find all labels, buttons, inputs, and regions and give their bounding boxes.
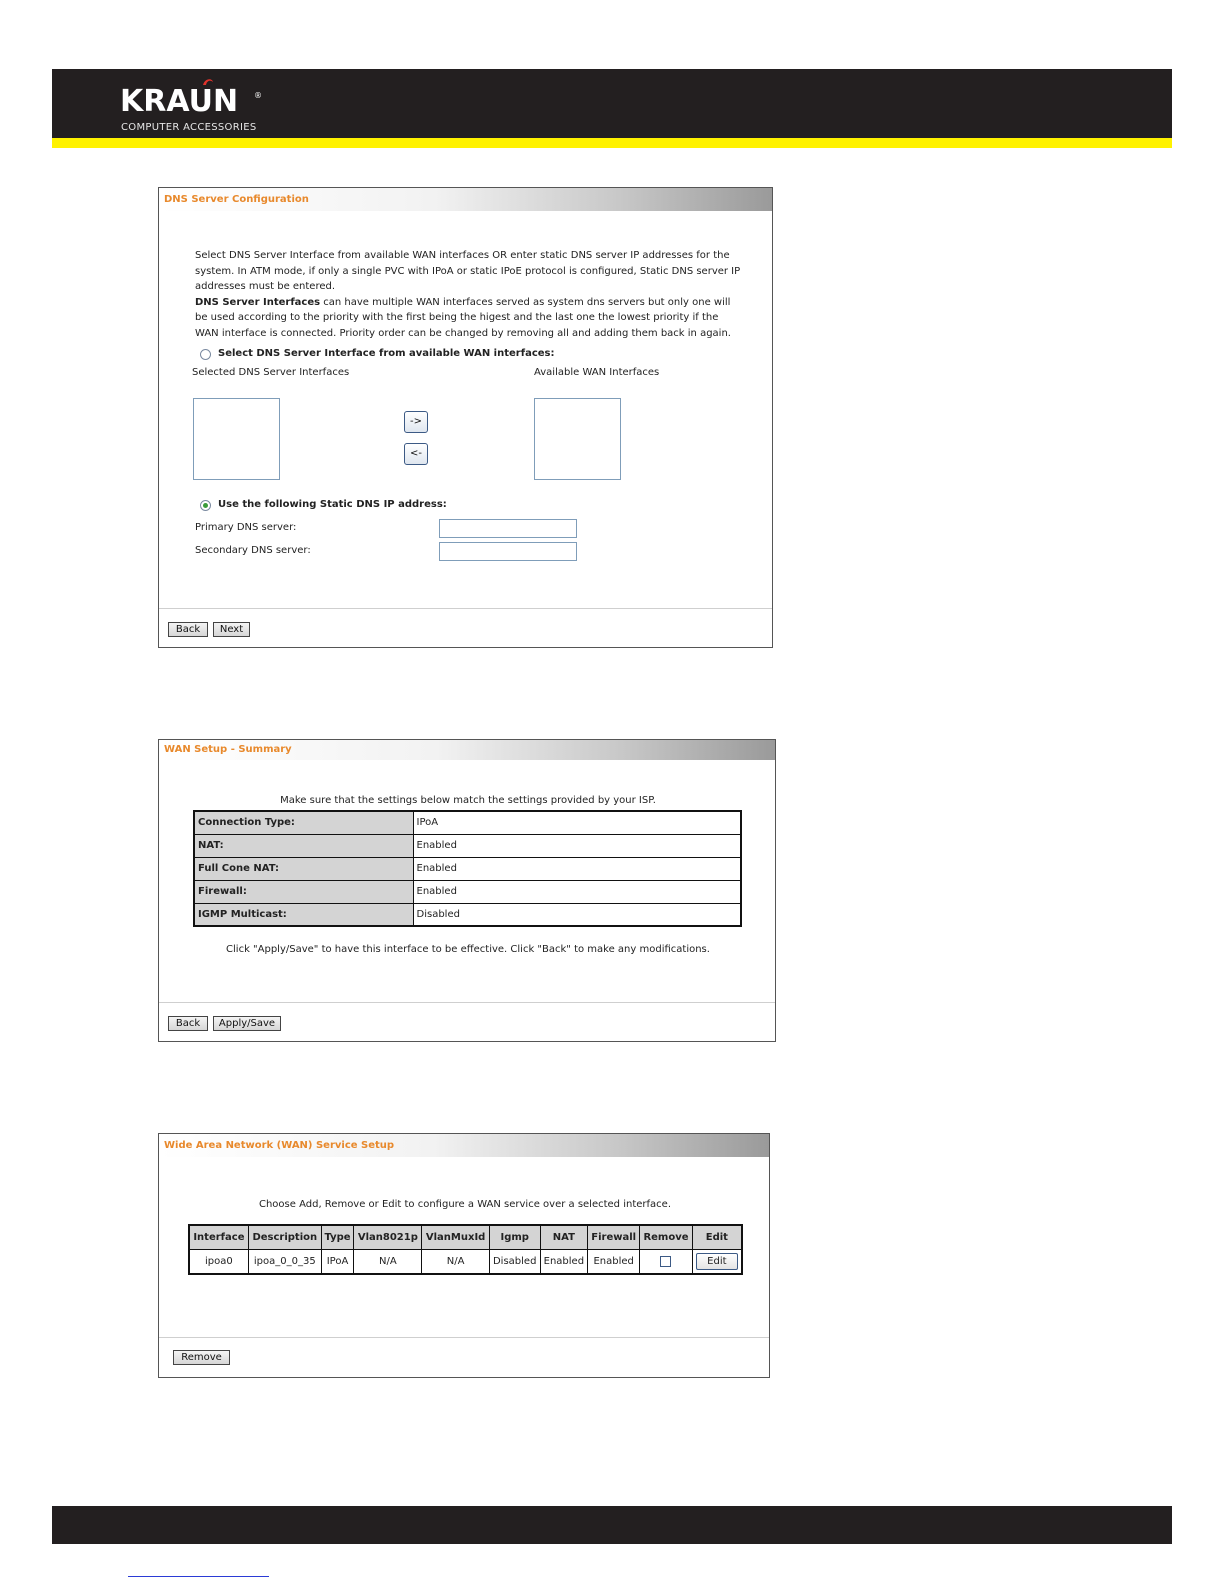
wan-intro: Choose Add, Remove or Edit to configure a WAN service over a selected interface. [258,1199,671,1210]
move-right-button[interactable]: -> [404,411,428,433]
summary-value: Enabled [413,857,741,880]
secondary-dns-input[interactable] [439,542,577,561]
summary-footer-text: Click "Apply/Save" to have this interface to be effective. Click "Back" to make any modifications. [226,944,710,955]
edit-button[interactable]: Edit [696,1253,738,1270]
radio-static-dns[interactable] [200,500,211,511]
summary-key: Full Cone NAT: [194,857,413,880]
secondary-dns-label: Secondary DNS server: [195,545,311,556]
cell-edit [692,1249,742,1274]
wan-summary-panel [158,739,776,1042]
table-row [194,903,741,926]
cell-interface: ipoa0 [189,1249,248,1274]
available-interfaces-list[interactable] [534,398,621,480]
footer-link-underline [128,1576,269,1577]
radio-wan-label: Select DNS Server Interface from available WAN interfaces: [218,348,555,359]
cell-igmp: Disabled [489,1249,540,1274]
panel-title: DNS Server Configuration [159,188,772,211]
summary-table [193,810,742,927]
cell-nat: Enabled [540,1249,588,1274]
move-left-button[interactable]: <- [404,443,428,465]
dns-intro: Select DNS Server Interface from available WAN interfaces OR enter static DNS server IP addresses for the system. In ATM mode, if only a single PVC with IPoA or static IPoE protocol is configured, Static DNS server IP addresses must be entered. [195,250,741,292]
column-header: NAT [540,1225,588,1249]
column-header: Type [321,1225,354,1249]
panel-divider [159,1337,769,1338]
column-header: Igmp [489,1225,540,1249]
panel-divider [159,1002,775,1003]
summary-key: NAT: [194,834,413,857]
column-header: Edit [692,1225,742,1249]
dns-interfaces-bold: DNS Server Interfaces [195,296,321,308]
selected-interfaces-label: Selected DNS Server Interfaces [192,367,350,378]
back-button[interactable]: Back [168,1016,208,1031]
radio-static-label: Use the following Static DNS IP address: [218,499,447,510]
column-header: Firewall [588,1225,640,1249]
column-header: Remove [640,1225,692,1249]
primary-dns-input[interactable] [439,519,577,538]
summary-value: Enabled [413,880,741,903]
panel-title: Wide Area Network (WAN) Service Setup [159,1134,769,1157]
remove-checkbox[interactable] [660,1256,671,1267]
cell-vlan8021p: N/A [354,1249,422,1274]
summary-value: IPoA [413,811,741,834]
column-header: Vlan8021p [354,1225,422,1249]
panel-title: WAN Setup - Summary [159,740,775,760]
registered-mark: ® [254,91,262,100]
column-header: Interface [189,1225,248,1249]
cell-description: ipoa_0_0_35 [248,1249,321,1274]
brand-tagline: COMPUTER ACCESSORIES [121,122,257,133]
table-row [194,834,741,857]
brand-name: KRAUN [120,84,239,119]
back-button[interactable]: Back [168,622,208,637]
panel-divider [159,608,772,609]
column-header: Description [248,1225,321,1249]
summary-key: IGMP Multicast: [194,903,413,926]
selected-interfaces-list[interactable] [193,398,280,480]
dns-intro-text [195,248,745,341]
primary-dns-label: Primary DNS server: [195,522,297,533]
table-row [194,811,741,834]
wan-service-panel [158,1133,770,1378]
summary-value: Disabled [413,903,741,926]
cell-firewall: Enabled [588,1249,640,1274]
summary-intro: Make sure that the settings below match the settings provided by your ISP. [280,795,656,806]
next-button[interactable]: Next [213,622,250,637]
remove-button[interactable]: Remove [173,1350,230,1365]
radio-wan-interface[interactable] [200,349,211,360]
table-row [194,880,741,903]
column-header: VlanMuxId [422,1225,489,1249]
summary-key: Connection Type: [194,811,413,834]
cell-vlanmuxid: N/A [422,1249,489,1274]
cell-remove [640,1249,692,1274]
apply-save-button[interactable]: Apply/Save [213,1016,281,1031]
wan-service-table [188,1224,743,1275]
table-row [189,1249,742,1274]
page-footer [52,1506,1172,1544]
brand-logo [120,83,270,135]
table-row [194,857,741,880]
dns-interfaces-text: can have multiple WAN interfaces served as system dns servers but only one will be used according to the priority with the first being the higest and the last one the lowest priority if the WAN interface is connected. Priority order can be changed by removing all and adding them back in again. [195,296,731,339]
summary-key: Firewall: [194,880,413,903]
available-interfaces-label: Available WAN Interfaces [534,367,660,378]
cell-type: IPoA [321,1249,354,1274]
header-stripe [52,138,1172,148]
dns-server-panel [158,187,773,648]
summary-value: Enabled [413,834,741,857]
